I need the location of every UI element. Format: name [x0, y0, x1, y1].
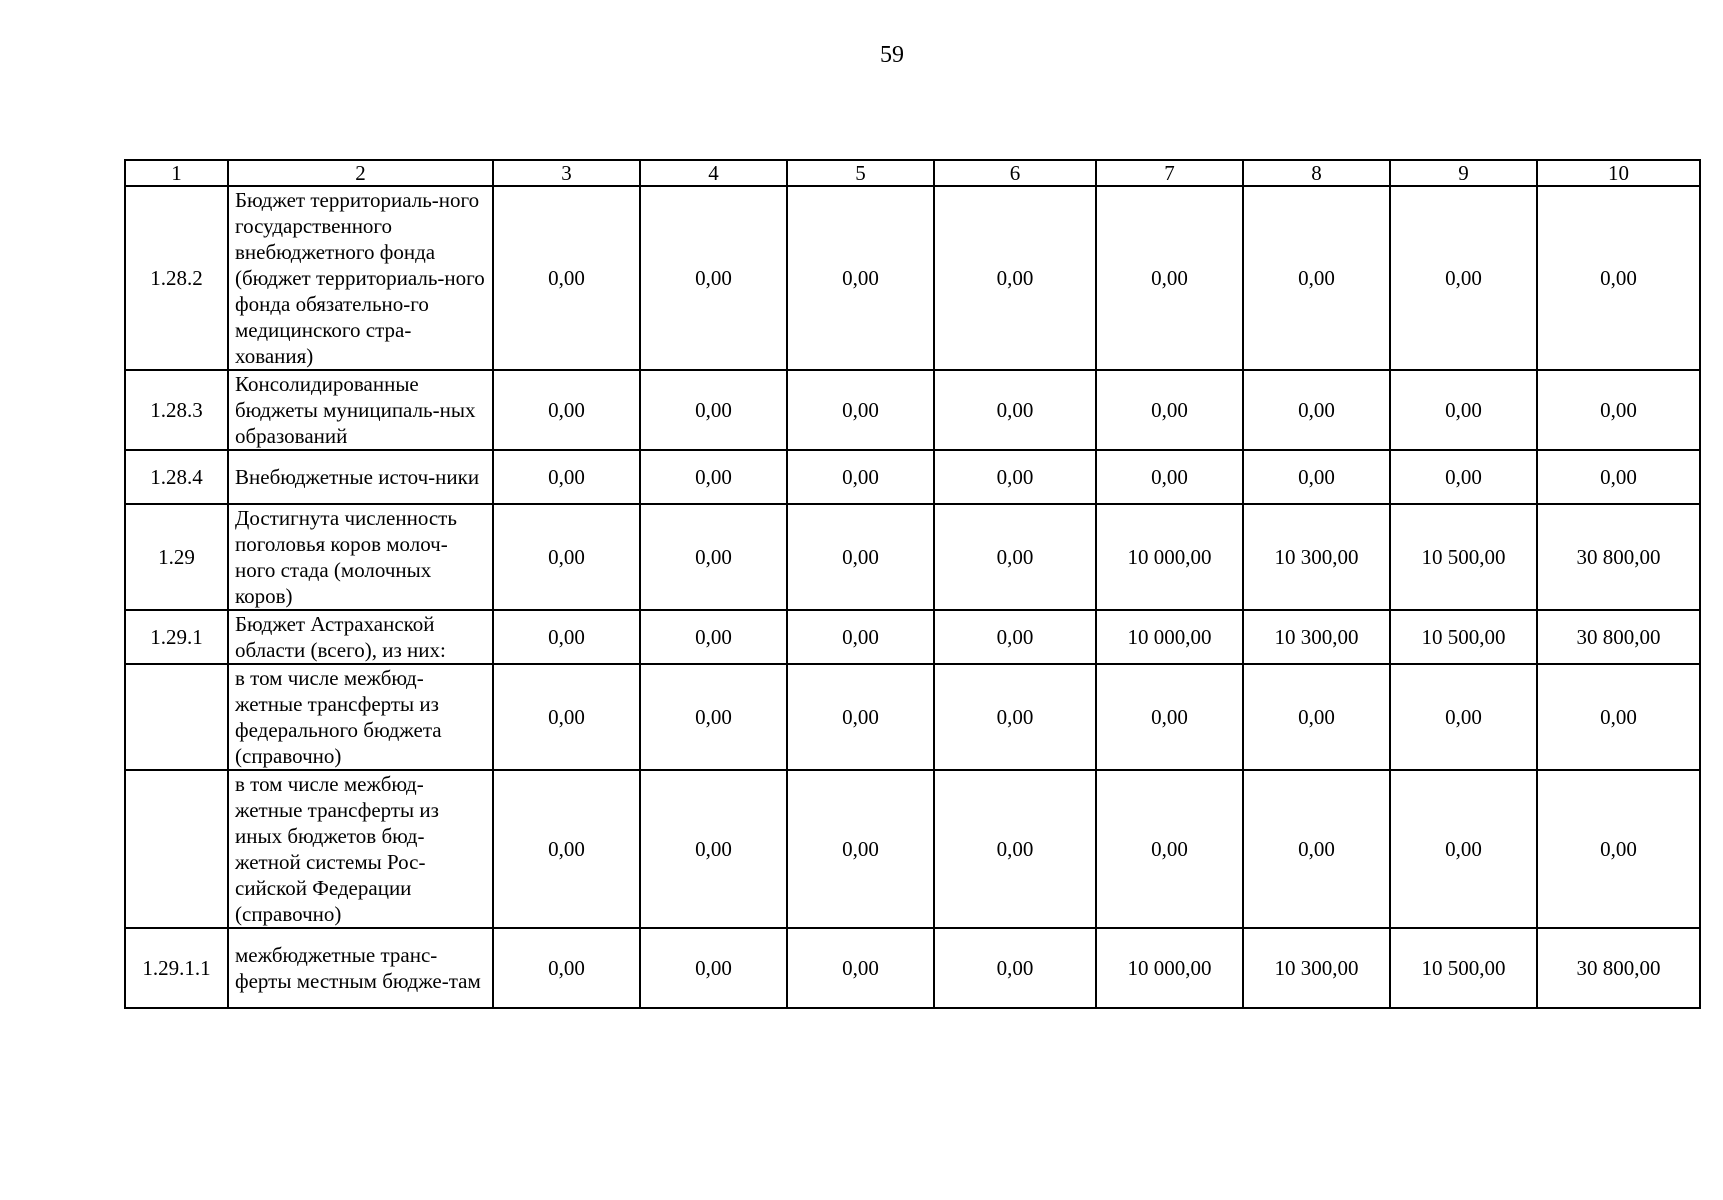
row-value: 0,00 — [1537, 770, 1700, 928]
row-value: 0,00 — [493, 928, 640, 1008]
row-code: 1.28.4 — [125, 450, 228, 504]
row-value: 0,00 — [1537, 186, 1700, 370]
row-value: 0,00 — [1096, 450, 1243, 504]
row-value: 0,00 — [493, 450, 640, 504]
column-number-header: 5 — [787, 160, 934, 186]
table-row — [125, 928, 1700, 1008]
row-name: межбюджетные транс-ферты местным бюдже-там — [228, 928, 493, 1008]
table-header-row — [125, 160, 1700, 186]
row-value: 10 300,00 — [1243, 504, 1390, 610]
row-code — [125, 664, 228, 770]
row-value: 0,00 — [1243, 370, 1390, 450]
row-value: 0,00 — [1390, 664, 1537, 770]
row-value: 0,00 — [1096, 186, 1243, 370]
row-code: 1.29 — [125, 504, 228, 610]
table-row — [125, 770, 1700, 928]
table-row — [125, 450, 1700, 504]
row-name: в том числе межбюд-жетные трансферты из федерального бюджета (справочно) — [228, 664, 493, 770]
row-value: 0,00 — [787, 370, 934, 450]
row-value: 0,00 — [1390, 450, 1537, 504]
row-value: 0,00 — [1390, 770, 1537, 928]
row-value: 0,00 — [934, 504, 1096, 610]
row-value: 30 800,00 — [1537, 610, 1700, 664]
row-value: 0,00 — [640, 610, 787, 664]
row-value: 0,00 — [934, 664, 1096, 770]
row-value: 0,00 — [640, 664, 787, 770]
row-value: 0,00 — [493, 504, 640, 610]
row-value: 0,00 — [787, 450, 934, 504]
row-value: 0,00 — [640, 370, 787, 450]
table-row — [125, 370, 1700, 450]
row-value: 0,00 — [1243, 664, 1390, 770]
row-value: 0,00 — [640, 928, 787, 1008]
row-value: 10 000,00 — [1096, 610, 1243, 664]
row-value: 0,00 — [1096, 664, 1243, 770]
row-code: 1.29.1.1 — [125, 928, 228, 1008]
row-value: 0,00 — [640, 504, 787, 610]
row-value: 10 000,00 — [1096, 928, 1243, 1008]
page-number — [0, 42, 1723, 69]
row-value: 0,00 — [1096, 370, 1243, 450]
row-value: 0,00 — [1243, 770, 1390, 928]
column-number-header: 6 — [934, 160, 1096, 186]
row-value: 10 500,00 — [1390, 928, 1537, 1008]
row-value: 10 300,00 — [1243, 928, 1390, 1008]
row-value: 0,00 — [934, 450, 1096, 504]
row-name: Бюджет территориаль-ного государственного внебюджетного фонда (бюджет территориаль-ного фонда обязательно-го медицинского стра-хования) — [228, 186, 493, 370]
column-number-header: 7 — [1096, 160, 1243, 186]
row-value: 0,00 — [1243, 450, 1390, 504]
row-name: Достигнута численность поголовья коров молоч-ного стада (молочных коров) — [228, 504, 493, 610]
row-value: 0,00 — [1537, 370, 1700, 450]
row-value: 0,00 — [934, 186, 1096, 370]
row-value: 0,00 — [787, 770, 934, 928]
row-value: 0,00 — [493, 610, 640, 664]
row-value: 0,00 — [787, 186, 934, 370]
row-value: 0,00 — [493, 770, 640, 928]
row-value: 0,00 — [787, 664, 934, 770]
table-row — [125, 664, 1700, 770]
row-value: 0,00 — [934, 770, 1096, 928]
row-value: 0,00 — [1096, 770, 1243, 928]
row-value: 0,00 — [640, 186, 787, 370]
row-value: 0,00 — [493, 664, 640, 770]
column-number-header: 1 — [125, 160, 228, 186]
row-value: 0,00 — [1243, 186, 1390, 370]
budget-table — [124, 159, 1701, 1009]
row-value: 0,00 — [787, 610, 934, 664]
column-number-header: 3 — [493, 160, 640, 186]
row-code: 1.28.3 — [125, 370, 228, 450]
column-number-header: 8 — [1243, 160, 1390, 186]
row-value: 0,00 — [1390, 186, 1537, 370]
row-value: 0,00 — [787, 504, 934, 610]
row-value: 10 500,00 — [1390, 504, 1537, 610]
table-row — [125, 186, 1700, 370]
row-name: в том числе межбюд-жетные трансферты из иных бюджетов бюд-жетной системы Рос-сийской Федерации (справочно) — [228, 770, 493, 928]
column-number-header: 10 — [1537, 160, 1700, 186]
row-value: 30 800,00 — [1537, 504, 1700, 610]
row-value: 0,00 — [934, 370, 1096, 450]
row-value: 0,00 — [493, 186, 640, 370]
page-number-text: 59 — [880, 42, 904, 68]
row-value: 0,00 — [934, 928, 1096, 1008]
row-name: Консолидированные бюджеты муниципаль-ных образований — [228, 370, 493, 450]
row-value: 10 000,00 — [1096, 504, 1243, 610]
row-value: 10 300,00 — [1243, 610, 1390, 664]
table-row — [125, 504, 1700, 610]
row-value: 0,00 — [493, 370, 640, 450]
row-value: 0,00 — [640, 770, 787, 928]
column-number-header: 4 — [640, 160, 787, 186]
row-name: Бюджет Астраханской области (всего), из них: — [228, 610, 493, 664]
row-code: 1.29.1 — [125, 610, 228, 664]
column-number-header: 2 — [228, 160, 493, 186]
row-value: 30 800,00 — [1537, 928, 1700, 1008]
row-value: 0,00 — [640, 450, 787, 504]
row-name: Внебюджетные источ-ники — [228, 450, 493, 504]
row-value: 0,00 — [787, 928, 934, 1008]
row-value: 0,00 — [1390, 370, 1537, 450]
row-value: 0,00 — [1537, 664, 1700, 770]
column-number-header: 9 — [1390, 160, 1537, 186]
row-code — [125, 770, 228, 928]
row-value: 0,00 — [934, 610, 1096, 664]
row-value: 10 500,00 — [1390, 610, 1537, 664]
row-code: 1.28.2 — [125, 186, 228, 370]
row-value: 0,00 — [1537, 450, 1700, 504]
table-row — [125, 610, 1700, 664]
